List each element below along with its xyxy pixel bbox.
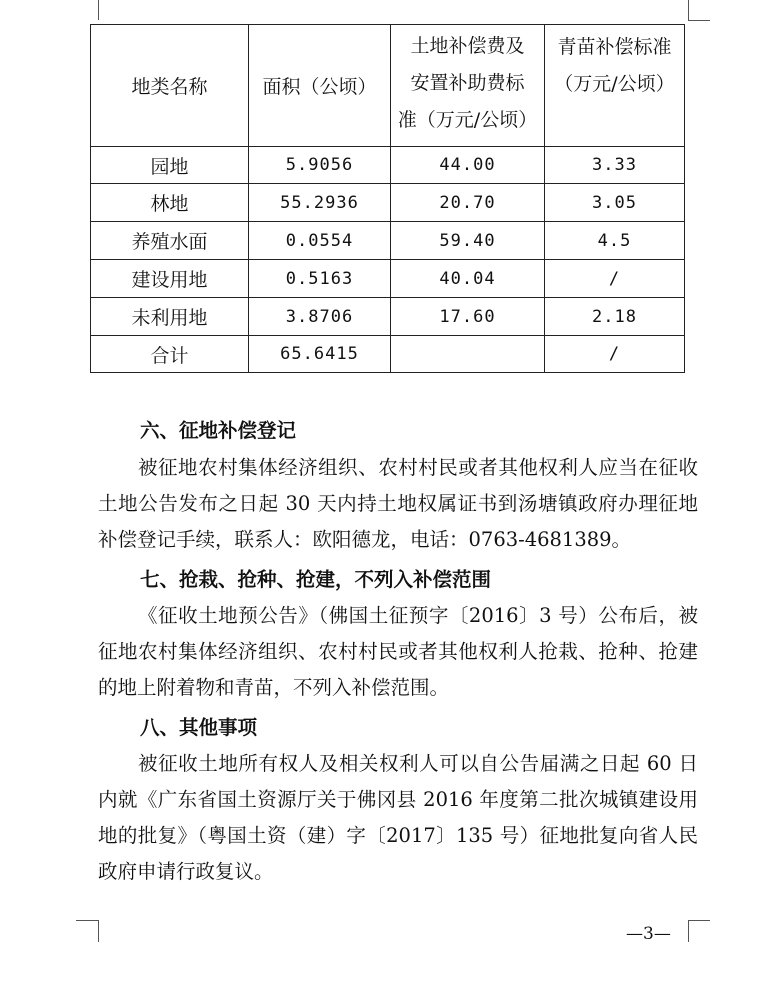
- page-number: —3—: [626, 924, 671, 944]
- cell-land-type: 建设用地: [91, 260, 249, 298]
- cell-land-rate: [391, 336, 545, 373]
- section-7-paragraph: 《征收土地预公告》（佛国土征预字〔2016〕3 号）公布后，被征地农村集体经济组织、农村村民或者其他权利人抢栽、抢种、抢建的地上附着物和青苗，不列入补偿范围。: [98, 604, 698, 699]
- section-7-body: [98, 598, 698, 706]
- header-land-type: 地类名称: [91, 25, 249, 147]
- cell-crop-rate: 3.33: [545, 147, 685, 184]
- cell-land-rate: 59.40: [391, 222, 545, 260]
- crop-mark-bottom-right-v: [688, 920, 689, 942]
- crop-mark-top-right-v: [688, 0, 689, 20]
- header-area: 面积（公顷）: [249, 25, 391, 147]
- table-header-row: [91, 25, 685, 147]
- table-row: [91, 298, 685, 336]
- section-6-body: [98, 450, 698, 558]
- cell-area: 0.5163: [249, 260, 391, 298]
- table-row-total: [91, 336, 685, 373]
- cell-land-rate: 17.60: [391, 298, 545, 336]
- cell-crop-rate: 4.5: [545, 222, 685, 260]
- header-crop-compensation-line1: 青苗补偿标准: [557, 36, 672, 58]
- crop-mark-bottom-right-h: [688, 920, 710, 921]
- section-8-body: [98, 746, 698, 890]
- cell-crop-rate: /: [545, 260, 685, 298]
- cell-land-rate: 40.04: [391, 260, 545, 298]
- section-6-title: 六、征地补偿登记: [140, 419, 297, 442]
- header-crop-compensation: [545, 25, 685, 147]
- table-row: [91, 260, 685, 298]
- crop-mark-bottom-left-h: [76, 920, 98, 921]
- cell-area: 55.2936: [249, 184, 391, 222]
- cell-area: 0.0554: [249, 222, 391, 260]
- cell-land-rate: 44.00: [391, 147, 545, 184]
- cell-crop-rate: 2.18: [545, 298, 685, 336]
- header-land-compensation: [391, 25, 545, 147]
- cell-area: 5.9056: [249, 147, 391, 184]
- header-land-compensation-line1: 土地补偿费及: [410, 35, 525, 57]
- table-row: [91, 222, 685, 260]
- cell-area: 65.6415: [249, 336, 391, 373]
- cell-land-type: 园地: [91, 147, 249, 184]
- cell-land-type: 养殖水面: [91, 222, 249, 260]
- table-row: [91, 184, 685, 222]
- crop-mark-top-right-h: [688, 20, 710, 21]
- crop-mark-bottom-left-v: [98, 920, 99, 942]
- header-land-compensation-line2: 安置补助费标: [410, 72, 525, 94]
- cell-land-rate: 20.70: [391, 184, 545, 222]
- cell-crop-rate: /: [545, 336, 685, 373]
- header-land-compensation-line3: 准（万元/公顷）: [397, 109, 538, 131]
- table-row: [91, 147, 685, 184]
- section-6-paragraph: 被征地农村集体经济组织、农村村民或者其他权利人应当在征收土地公告发布之日起 30 天内持土地权属证书到汤塘镇政府办理征地补偿登记手续，联系人：欧阳德龙，电话：0763-4681389。: [98, 456, 698, 551]
- section-7-title: 七、抢栽、抢种、抢建，不列入补偿范围: [140, 568, 492, 591]
- cell-area: 3.8706: [249, 298, 391, 336]
- cell-land-type: 合计: [91, 336, 249, 373]
- cell-land-type: 未利用地: [91, 298, 249, 336]
- section-8-paragraph: 被征收土地所有权人及相关权利人可以自公告届满之日起 60 日内就《广东省国土资源厅关于佛冈县 2016 年度第二批次城镇建设用地的批复》（粤国土资（建）字〔2017〕135 号）征地批复向省人民政府申请行政复议。: [98, 752, 698, 883]
- crop-mark-top-left-v: [98, 0, 99, 20]
- section-8-title: 八、其他事项: [140, 716, 258, 739]
- cell-crop-rate: 3.05: [545, 184, 685, 222]
- cell-land-type: 林地: [91, 184, 249, 222]
- header-crop-compensation-line2: （万元/公顷）: [554, 73, 675, 95]
- compensation-table: [90, 24, 685, 373]
